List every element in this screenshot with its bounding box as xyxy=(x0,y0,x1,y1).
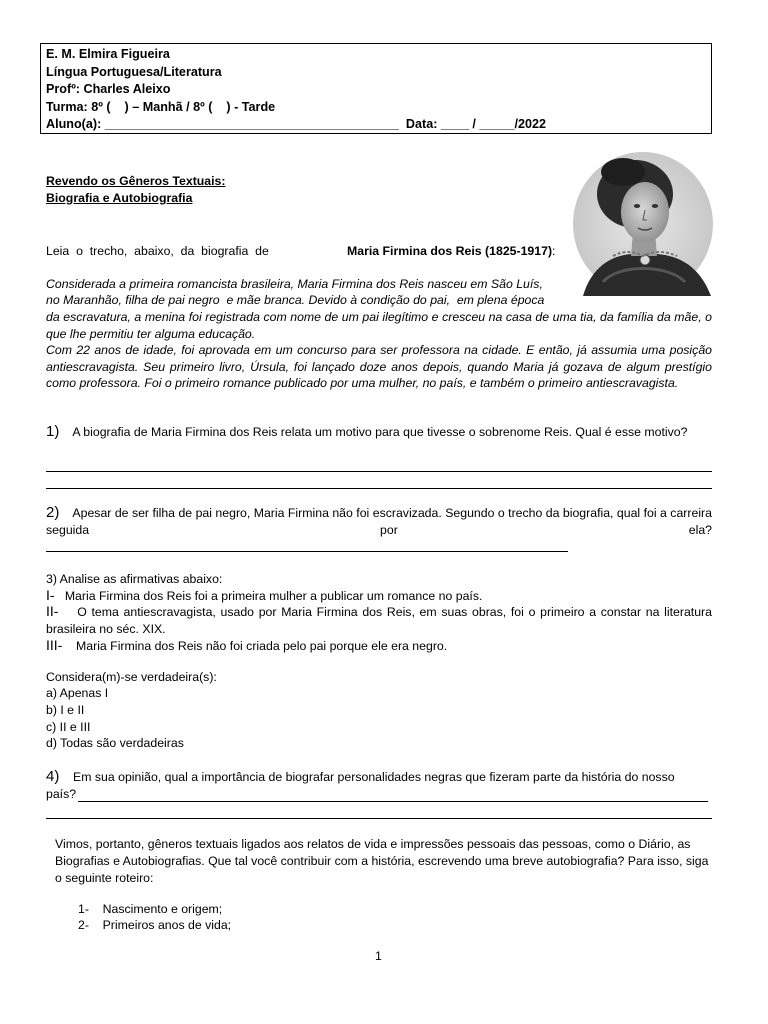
biography-subject-name: Maria Firmina dos Reis (1825-1917) xyxy=(347,244,553,258)
question-1 xyxy=(46,424,712,441)
statement-i xyxy=(46,587,482,603)
statement-iii xyxy=(46,637,447,653)
step-1-number: 1- xyxy=(78,902,89,916)
class-line: Turma: 8º ( ) – Manhã / 8º ( ) - Tarde xyxy=(46,99,276,114)
question-2-number: 2) xyxy=(46,504,60,521)
header-box xyxy=(40,43,712,134)
intro-colon: : xyxy=(552,244,556,258)
bio-paragraph-1-rest: da escravatura, a menina foi registrada com nome de um pai ilegítimo e cresceu na casa de uma tia, da família da mãe, o que lhe permitiu ter alguma educação. xyxy=(46,310,712,341)
step-2-text: Primeiros anos de vida; xyxy=(102,918,232,932)
question-1-number: 1) xyxy=(46,423,60,440)
step-1 xyxy=(78,902,222,916)
answer-line[interactable] xyxy=(46,551,568,552)
section-title: Revendo os Gêneros Textuais: xyxy=(46,174,226,188)
teacher: Profº: Charles Aleixo xyxy=(46,82,171,96)
option-b[interactable]: b) I e II xyxy=(46,703,85,717)
question-4-number: 4) xyxy=(46,768,60,785)
statement-ii-text: O tema antiescravagista, usado por Maria Firmina dos Reis, em suas obras, foi o primeiro a constar na literatura brasileira no séc. XIX. xyxy=(46,605,712,636)
bio-line-2: no Maranhão, filha de pai negro e mãe branca. Devido à condição do pai, em plena época xyxy=(46,293,545,307)
school-name: E. M. Elmira Figueira xyxy=(46,47,170,61)
statement-i-text: Maria Firmina dos Reis foi a primeira mulher a publicar um romance no país. xyxy=(64,589,483,603)
subject: Língua Portuguesa/Literatura xyxy=(46,64,222,79)
question-4-text-continued: país? xyxy=(46,787,77,801)
answer-line[interactable] xyxy=(46,818,712,819)
step-2-number: 2- xyxy=(78,918,89,932)
statement-iii-number: III- xyxy=(46,637,63,653)
option-a[interactable]: a) Apenas I xyxy=(46,686,109,700)
student-line: Aluno(a): __________________________________________ Data: ____ / _____/2022 xyxy=(46,117,546,131)
bio-line-1: Considerada a primeira romancista brasileira, Maria Firmina dos Reis nasceu em São Luís, xyxy=(46,277,543,291)
bio-paragraph-2: Com 22 anos de idade, foi aprovada em um concurso para ser professora na cidade. E então, já assumia uma posição antiescravagista. Seu primeiro livro, Úrsula, foi lançado doze anos depois, quando Maria já gozava de algum prestígio como professora. Foi o primeiro romance publicado por uma mulher, no país, e também o primeiro antiescravagista. xyxy=(46,343,712,391)
intro-name-line xyxy=(347,244,555,258)
statement-ii-number: II- xyxy=(46,603,59,619)
answer-line[interactable] xyxy=(46,471,712,472)
question-4 xyxy=(46,768,675,785)
portrait-illustration xyxy=(573,152,714,296)
page-number: 1 xyxy=(375,949,382,963)
portrait-image xyxy=(573,152,714,296)
section-subtitle: Biografia e Autobiografia xyxy=(46,191,193,205)
closing-paragraph: Vimos, portanto, gêneros textuais ligados aos relatos de vida e impressões pessoais das pessoas, como o Diário, as Biografias e Autobiografias. Que tal você contribuir com a história, escrevendo uma breve autobiografia? Para isso, siga o seguinte roteiro: xyxy=(55,837,709,885)
option-c[interactable]: c) II e III xyxy=(46,720,91,734)
step-2 xyxy=(78,918,231,932)
step-1-text: Nascimento e origem; xyxy=(102,902,223,916)
question-3-intro: 3) Analise as afirmativas abaixo: xyxy=(46,572,223,586)
question-1-text: A biografia de Maria Firmina dos Reis relata um motivo para que tivesse o sobrenome Reis. Qual é esse motivo? xyxy=(72,425,688,439)
statement-ii xyxy=(46,603,712,637)
statement-i-number: I- xyxy=(46,587,55,603)
question-4-text: Em sua opinião, qual a importância de biografar personalidades negras que fizeram parte da história do nosso xyxy=(73,770,675,784)
answer-line[interactable] xyxy=(46,488,712,489)
question-2-text: Apesar de ser filha de pai negro, Maria Firmina não foi escravizada. Segundo o trecho da biografia, qual foi a carreira seguida por ela? xyxy=(46,506,712,537)
answer-line[interactable] xyxy=(78,801,708,802)
question-3-prompt: Considera(m)-se verdadeira(s): xyxy=(46,670,217,684)
question-2 xyxy=(46,505,712,538)
option-d[interactable]: d) Todas são verdadeiras xyxy=(46,736,184,750)
intro-lead: Leia o trecho, abaixo, da biografia de xyxy=(46,244,269,258)
statement-iii-text: Maria Firmina dos Reis não foi criada pelo pai porque ele era negro. xyxy=(76,639,448,653)
